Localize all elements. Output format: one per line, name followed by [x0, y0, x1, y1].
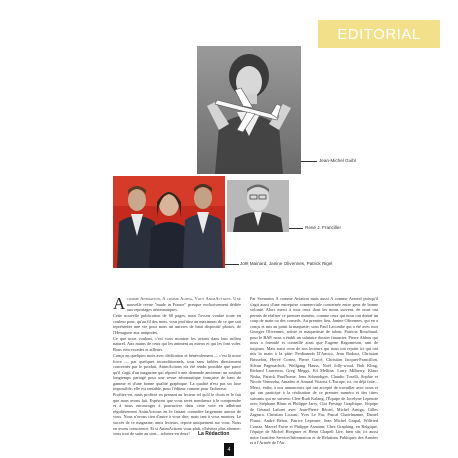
article-paragraph-3: Ce que nous voulons, c'est vous montrer les avions dans leur milieu naturel. Aux mains de ceux qui les animent au mieux et qui les font voler. Bous rien excedes et ailleurs.	[113, 335, 241, 352]
caption-leader-right	[289, 228, 303, 229]
caption-leader-bottom	[225, 264, 239, 265]
article-paragraph-5: Profitez-en, mais profitez en prenant au lecteur tel qu'il le choix et le fait que nous avons fait. Espérons que vous serez nombreux à le comprendre et à nous encourager à poursuivre dans cette voie en adhérant régulièrement AnimActions en le faisant connaître largement autour de vous. Nous n'avons rien d'autre à vous dire, mais tant à vous montrer. Le succès de ce magazine, amis lecteurs, repose uniquement sur vous. Nous en avons conscience. Et si AnimActions vous plaît, n'hésitez plus aborner: vous tout de suite au sien... achetez-en deux!	[113, 392, 241, 437]
caption-leader-top	[301, 161, 317, 162]
article-paragraph-4: Conçu en quelques mois avec dédication et bénévolement — c'est là notre force — par quelques inconditionnels, tous sans faibles directement concernés par le produit, AnimActions n'a été rendu possible que parce qu'il s'agit d'un magazine qui répond à une demande ancienne: un souhait longtemps partagé pour une revue aéronautique française de haut de gamme et d'une bonne qualité graphique. La qualité n'est pas un luxe impossible; elle est rentable, pour l'éditeur comme pour l'acheteur.	[113, 352, 241, 392]
photo-man-portrait	[227, 180, 289, 232]
caption-group-photo: Joël Mainard, Janine Olivennes, Patrick Rigel	[240, 261, 333, 266]
page-number-badge	[224, 443, 234, 456]
page-number: 4	[227, 446, 231, 453]
caption-top-photo: Jean-Michel Guibl	[319, 158, 356, 163]
intro-smallcaps: comme Animation, A comme Alpha, Vous AnimActions. Une	[126, 296, 241, 301]
caption-right-photo: René J. Franciller	[305, 225, 341, 230]
section-header-box	[318, 20, 440, 48]
article-column-right	[250, 296, 378, 446]
photo-man-with-model-plane	[197, 46, 301, 174]
drop-cap: A	[113, 293, 126, 313]
intro-rest: nouvelle revue "made in France" presque exclusivement dédiée aux reportages aéronautiques.	[126, 301, 241, 313]
article-right-paragraph: Par Scenarios A comme Aviation mais aussi A comme Aerotel puisqu'il s'agit aussi d'une entreprise commerciale concernée entre gens de bonne volonté. Alors merci à tous ceux dont les noms suivent: de nous ont permis de réaliser ce premier numéro, comme ceux qui nous ont donné un coup de main ou des conseils. Au premier lieu, Janine Olivennes, qui en a conçu et mis au point la maquette; sous Paul Lacombe qui a été avec moi Georges Olivennes, artiste et maquettiste de talent, Patricia Rouchaud, pour le BAP, nous a établi un salutaire dossier financier. Pierre Abbou qui nous a formulé et conseillé ainsi que Eugene Ragomeson, ami de toujours. Mais aussi ceux de nos lecteurs qui nous ont rejoint ici qui ont mis la main à la pâte: Ferdinando D'Amico, Jean Bodour, Christian Brisselon, Hervé Cortez, Pierre Garcé, Christian Jacquet-Francillon, Silvan Pagenachok, Wolfgang Hauss, Noël Jolly-wood, Bob Kling, Richard Lauveron, Greg Meggs, Ed Mellina, Larry Milberry, Klaus Niska, Patrick Prud'home, Jens Schmidtger, Claudio Toselli, Sophie et Nicole Venezzha, Amadeo et Amaral Vitarist. L'Europe, ici, on déjà faite... Merci, enfin, à nos annonceurs qui ont accepté de travailler avec nous et qui ont participé à la réalisation de ce premier numéro et des titres suivants qui ne suivent: Clen-Rudi Kalang, l'Équipe de Jocelyne Lepeurte avec Stéphane Blanc et Philippe Jarry, Clot Prestige Graphique, l'équipe de Géraud Laforet avec Jean-Pierre Bécart, Michel Arniga, Gilles Zagrura, Christian Licausi, Yves Le Fur, Pascal Chatelmanne, Daniel Flurot, André Béton, Patrice Lepeurte, Jean Michel Grapal, Wilfried Coutaz, Marcel Favre et Philippe Asmann; Chez Graphing, en Belgique, l'équipe de Michel Hoegnier et Henri Chapell Lire, bien sûr, ici aussi notre frontière Service/Information et de Relations Publiques des Armées et à l'Armée de l'Air.	[250, 296, 378, 446]
article-column-left	[113, 293, 241, 437]
article-paragraph-2: Cette nouvelle publication de 60 pages, nous l'avons voulue toute en couleur pour, qu'au fil des mois, vous profitiez au maximum de ce que sait représenter une vie pour nous un univers de haut dispositif photos, de l'Hexagone aux antipodes.	[113, 313, 241, 335]
article-signature: La Rédaction	[198, 431, 230, 437]
article-intro-paragraph	[113, 293, 241, 313]
photo-group-three-people	[113, 176, 225, 268]
section-title: EDITORIAL	[337, 25, 421, 43]
